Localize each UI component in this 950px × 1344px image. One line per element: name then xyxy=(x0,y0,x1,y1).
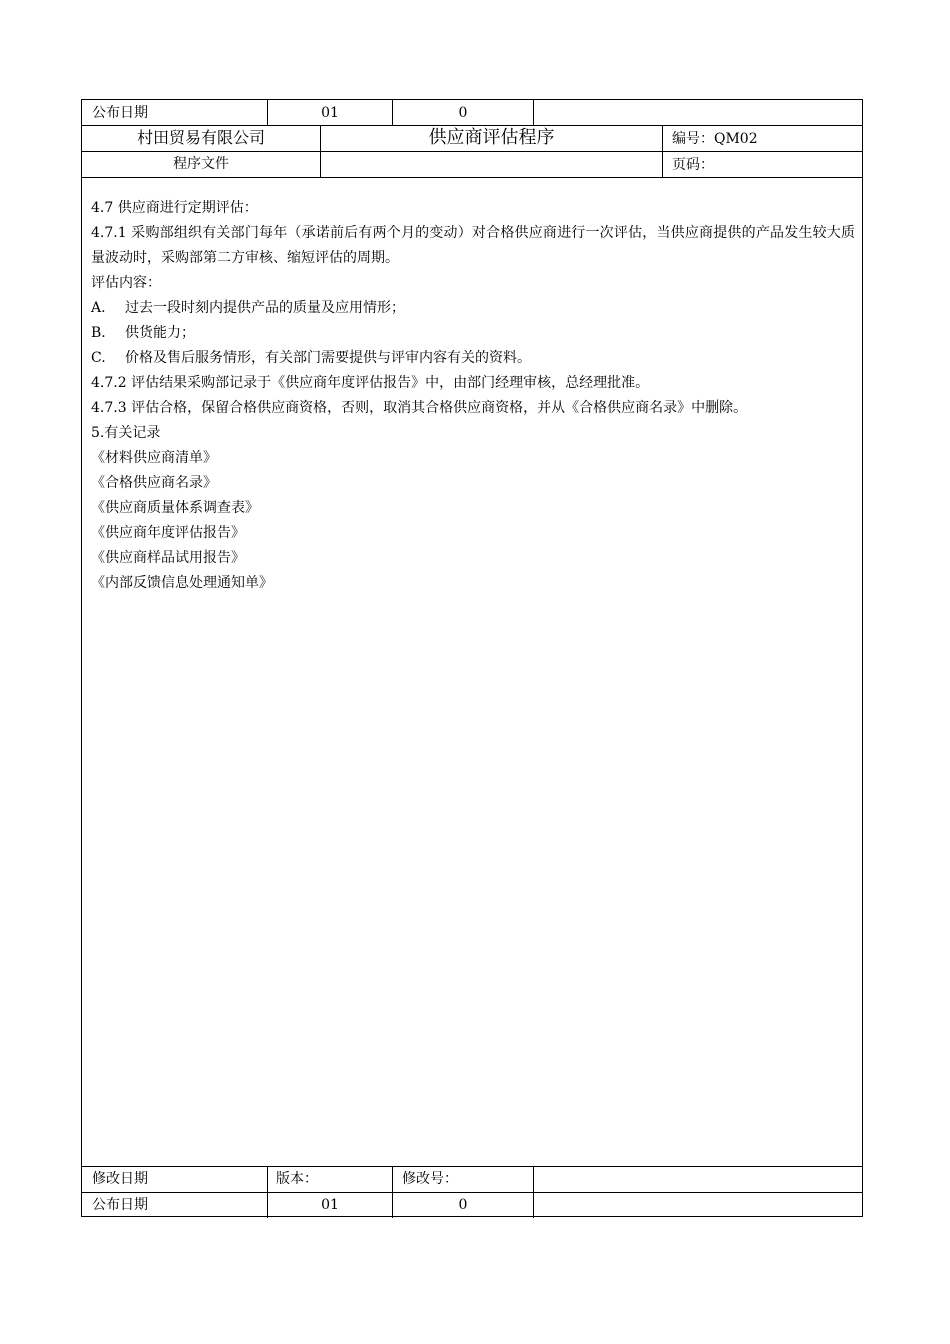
record-item: 《材料供应商清单》 xyxy=(91,450,217,466)
record-item: 《供应商样品试用报告》 xyxy=(91,550,245,566)
document-code: 编号：QM02 xyxy=(672,131,758,147)
record-item: 《供应商质量体系调查表》 xyxy=(91,500,259,516)
eval-item xyxy=(91,346,855,371)
record-item: 《供应商年度评估报告》 xyxy=(91,525,245,541)
document-title: 供应商评估程序 xyxy=(428,127,555,148)
section-4-7-1: 4.7.1 采购部组织有关部门每年（承诺前后有两个月的变动）对合格供应商进行一次评估，当供应商提供的产品发生较大质量波动时，采购部第二方审核、缩短评估的周期。 xyxy=(91,225,855,266)
revision-value: 0 xyxy=(458,1197,468,1213)
modify-date-label: 修改日期 xyxy=(92,1171,148,1187)
version-value: 01 xyxy=(321,1197,339,1213)
revision-label: 修改号： xyxy=(402,1171,458,1187)
page-number-label: 页码： xyxy=(672,157,714,173)
document-frame xyxy=(81,99,863,1217)
doc-type: 程序文件 xyxy=(173,156,229,172)
publish-date-label: 公布日期 xyxy=(92,105,148,121)
eval-item-key: B. xyxy=(91,325,106,341)
eval-item xyxy=(91,296,855,321)
section-4-7: 4.7 供应商进行定期评估： xyxy=(91,200,258,216)
divider xyxy=(533,1166,534,1218)
eval-item-key: A. xyxy=(91,300,106,316)
company-name: 村田贸易有限公司 xyxy=(136,128,265,147)
evaluation-content-heading: 评估内容： xyxy=(91,275,161,291)
version-label: 版本： xyxy=(276,1171,318,1187)
version-value: 01 xyxy=(321,105,339,121)
section-4-7-2: 4.7.2 评估结果采购部记录于《供应商年度评估报告》中，由部门经理审核，总经理批准。 xyxy=(91,375,650,391)
section-5-heading: 5.有关记录 xyxy=(91,425,161,441)
eval-item-text: 过去一段时刻内提供产品的质量及应用情形； xyxy=(125,300,405,316)
document-body xyxy=(91,196,855,596)
rule-header-end xyxy=(82,177,862,178)
record-item: 《内部反馈信息处理通知单》 xyxy=(91,575,273,591)
eval-item xyxy=(91,321,855,346)
revision-value: 0 xyxy=(458,105,468,121)
divider xyxy=(662,125,663,177)
eval-item-text: 价格及售后服务情形，有关部门需要提供与评审内容有关的资料。 xyxy=(125,350,531,366)
publish-date-label: 公布日期 xyxy=(92,1197,148,1213)
rule-footer-start xyxy=(82,1166,862,1167)
eval-item-key: C. xyxy=(91,350,106,366)
divider xyxy=(533,100,534,126)
record-item: 《合格供应商名录》 xyxy=(91,475,217,491)
eval-item-text: 供货能力； xyxy=(125,325,195,341)
section-4-7-3: 4.7.3 评估合格，保留合格供应商资格，否则，取消其合格供应商资格，并从《合格供应商名录》中删除。 xyxy=(91,400,748,416)
